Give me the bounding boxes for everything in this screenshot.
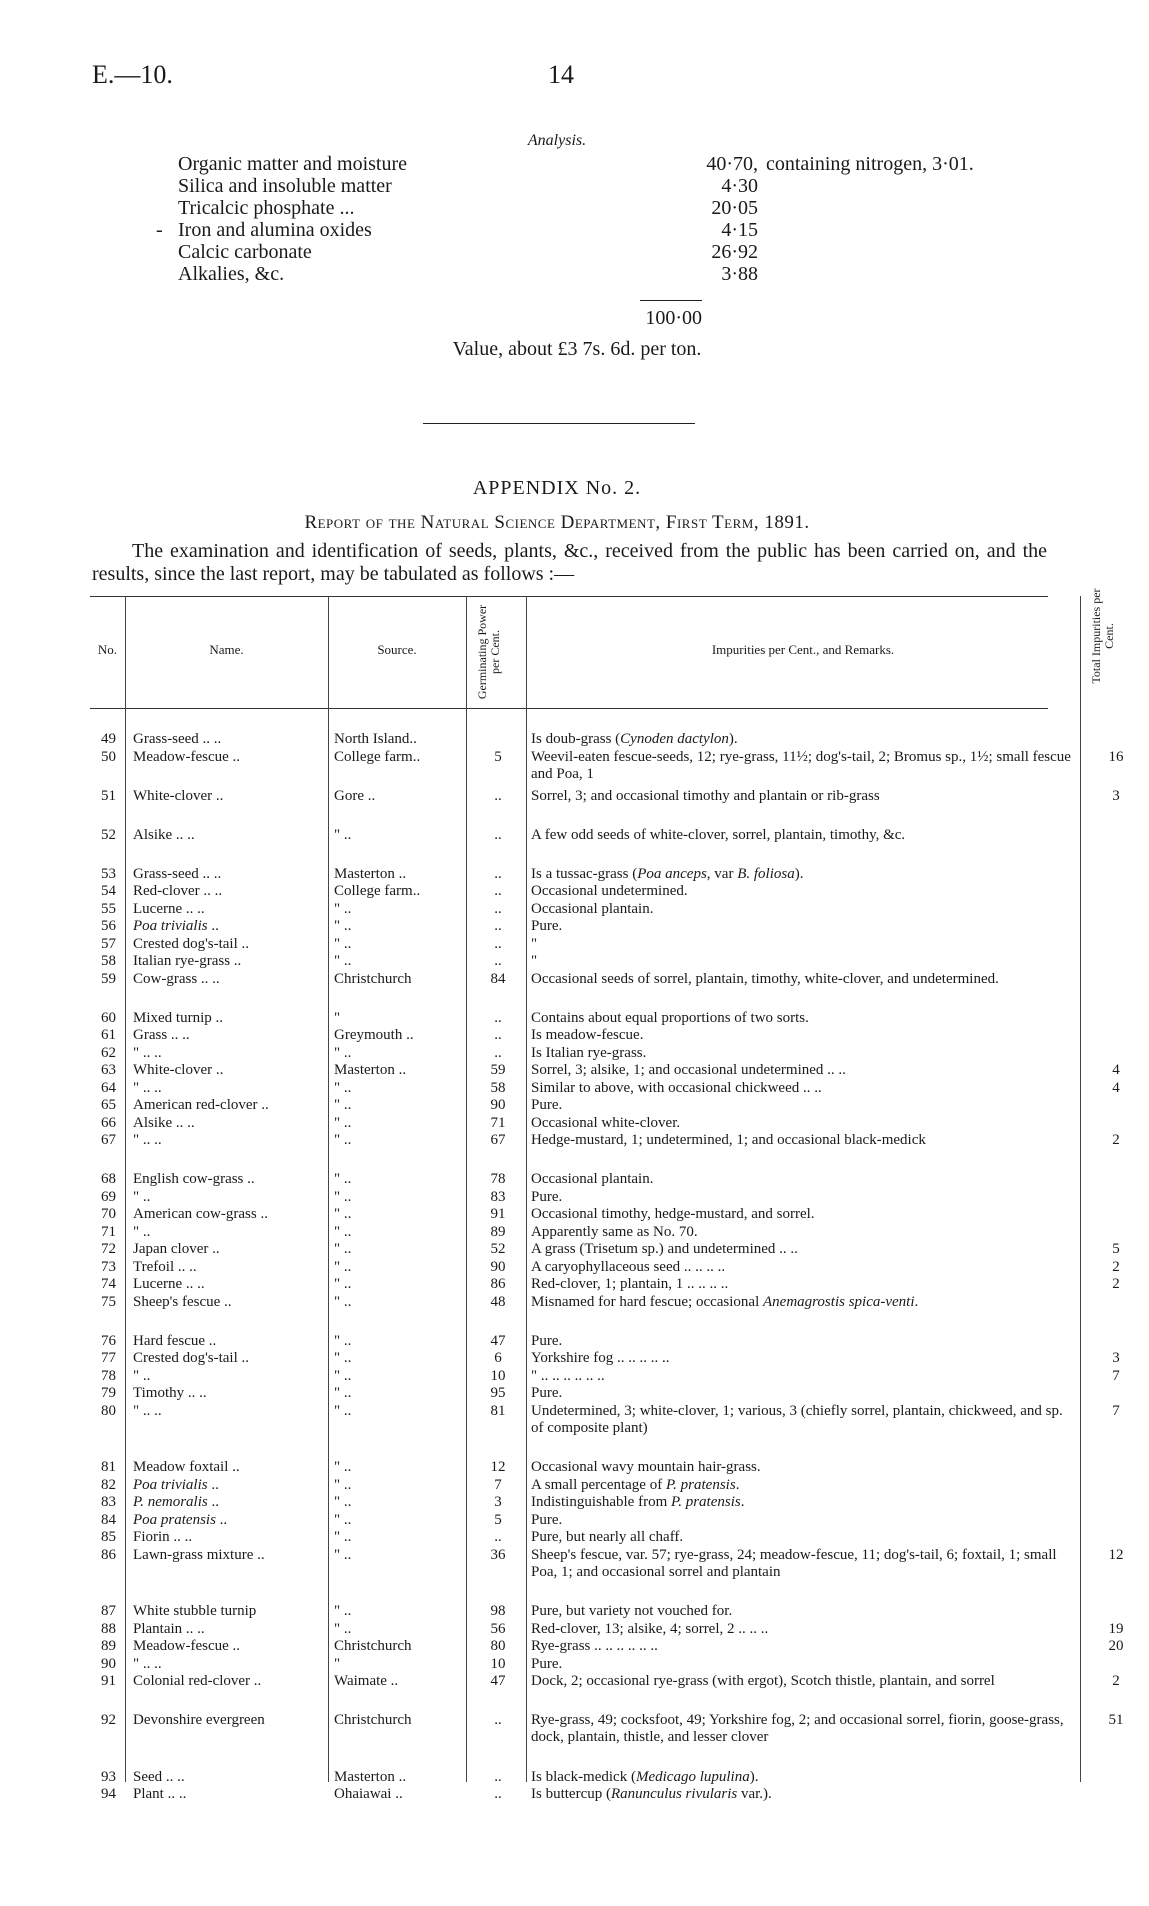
- row-number: 53: [101, 865, 116, 882]
- row-number: 92: [101, 1712, 116, 1728]
- row-number: 94: [101, 1786, 116, 1802]
- row-germinating: 5: [494, 748, 502, 765]
- row-source: " ..: [334, 1044, 352, 1061]
- row-germinating: ..: [494, 1768, 502, 1785]
- row-germinating: ..: [494, 1009, 502, 1026]
- row-impurities: Misnamed for hard fescue; occasional Anemagrostis spica-venti.: [531, 1293, 919, 1310]
- analysis-value: 4·30: [721, 175, 758, 197]
- row-source: " ..: [334, 1494, 352, 1510]
- row-source: " ..: [334, 1132, 352, 1148]
- header-no: No.: [97, 642, 118, 657]
- row-source: " ..: [334, 1603, 352, 1619]
- header-name: Name.: [209, 642, 244, 657]
- row-germinating: 90: [490, 1258, 506, 1275]
- row-name: English cow-grass ..: [133, 1171, 255, 1187]
- row-impurities: Similar to above, with occasional chickweed .. ..: [531, 1079, 822, 1096]
- row-number: 91: [101, 1673, 116, 1689]
- row-impurities: Is meadow-fescue.: [531, 1027, 644, 1043]
- row-impurities: Rye-grass .. .. .. .. .. ..: [531, 1638, 658, 1654]
- row-germinating: ..: [494, 883, 502, 899]
- row-total: 4: [1112, 1079, 1120, 1096]
- row-total: 4: [1112, 1062, 1120, 1078]
- row-name: " .. ..: [133, 1079, 162, 1096]
- row-impurities: Weevil-eaten fescue-seeds, 12; rye-grass, 11½; dog's-tail, 2; Bromus sp., 1½; small fescue and Poa, 1: [531, 748, 1071, 782]
- row-number: 51: [101, 787, 116, 804]
- row-name: Japan clover ..: [133, 1241, 220, 1257]
- row-number: 60: [101, 1009, 116, 1026]
- col-divider: [466, 596, 467, 1782]
- row-impurities: ": [531, 935, 538, 952]
- row-germinating: 48: [490, 1293, 506, 1310]
- row-number: 67: [101, 1132, 116, 1148]
- row-germinating: 47: [490, 1332, 506, 1349]
- analysis-name: Alkalies, &c.: [178, 263, 285, 285]
- row-impurities: Pure.: [531, 1097, 563, 1113]
- row-germinating: 12: [490, 1459, 506, 1475]
- row-impurities: Sorrel, 3; alsike, 1; and occasional undetermined .. ..: [531, 1062, 846, 1078]
- row-number: 88: [101, 1620, 116, 1637]
- row-source: Masterton ..: [334, 865, 407, 882]
- analysis-name: Iron and alumina oxides: [178, 219, 372, 241]
- table-top-rule: [90, 596, 1048, 597]
- row-number: 49: [101, 731, 116, 747]
- row-number: 58: [101, 953, 116, 969]
- row-name: White stubble turnip: [133, 1603, 257, 1619]
- row-source: " ..: [334, 1241, 352, 1257]
- row-impurities: Is buttercup (Ranunculus rivularis var.).: [531, 1786, 772, 1802]
- col-divider: [1080, 596, 1081, 1782]
- row-impurities: Rye-grass, 49; cocksfoot, 49; Yorkshire fog, 2; and occasional sorrel, fiorin, goose-grass, dock, plantain, thistle, and lesser clover: [531, 1712, 1064, 1745]
- row-name: Lucerne .. ..: [133, 900, 205, 917]
- row-source: " ..: [334, 1385, 352, 1401]
- row-number: 83: [101, 1494, 116, 1510]
- row-name: Timothy .. ..: [133, 1385, 207, 1401]
- row-source: " ..: [334, 1206, 352, 1222]
- row-source: " ..: [334, 826, 352, 843]
- appendix-intro: The examination and identification of seeds, plants, &c., received from the public has been carried on, and the results, since the last report, may be tabulated as follows :—: [92, 540, 1047, 585]
- row-name: Italian rye-grass ..: [133, 953, 242, 969]
- row-number: 89: [101, 1638, 116, 1654]
- row-source: " ..: [334, 953, 352, 969]
- analysis-name: Silica and insoluble matter: [178, 175, 392, 197]
- row-number: 52: [101, 826, 116, 843]
- row-impurities: Yorkshire fog .. .. .. .. ..: [531, 1350, 670, 1366]
- row-number: 74: [101, 1276, 116, 1292]
- row-germinating: 81: [490, 1402, 506, 1419]
- row-number: 73: [101, 1258, 116, 1275]
- row-source: " ..: [334, 1276, 352, 1292]
- row-impurities: ": [531, 953, 538, 969]
- row-number: 56: [101, 918, 116, 934]
- row-number: 62: [101, 1044, 116, 1061]
- row-number: 76: [101, 1332, 116, 1349]
- row-name: Seed .. ..: [133, 1768, 185, 1785]
- row-total: 19: [1108, 1620, 1124, 1637]
- row-impurities: " .. .. .. .. .. ..: [531, 1367, 605, 1384]
- header-germinating: Germinating Power per Cent.: [475, 604, 502, 700]
- row-impurities: Is doub-grass (Cynoden dactylon).: [531, 731, 738, 747]
- row-germinating: 36: [490, 1546, 506, 1563]
- row-germinating: ..: [494, 826, 502, 843]
- analysis-name: Organic matter and moisture: [178, 153, 408, 175]
- row-source: " ..: [334, 1188, 352, 1205]
- row-germinating: ..: [494, 1712, 502, 1728]
- row-germinating: ..: [494, 1044, 502, 1061]
- row-name: Grass-seed .. ..: [133, 731, 222, 747]
- row-source: Christchurch: [334, 970, 412, 987]
- row-name: " .. ..: [133, 1132, 162, 1148]
- row-source: " ..: [334, 1223, 352, 1240]
- row-name: Crested dog's-tail ..: [133, 1350, 250, 1366]
- total-rule: [640, 300, 702, 301]
- row-source: Masterton ..: [334, 1062, 407, 1078]
- row-impurities: Contains about equal proportions of two sorts.: [531, 1009, 809, 1026]
- row-germinating: ..: [494, 865, 502, 882]
- row-source: Waimate ..: [334, 1673, 399, 1689]
- row-number: 71: [101, 1223, 116, 1240]
- row-number: 66: [101, 1114, 116, 1131]
- row-source: ": [334, 1009, 341, 1026]
- row-number: 84: [101, 1511, 116, 1528]
- row-impurities: Undetermined, 3; white-clover, 1; various, 3 (chiefly sorrel, plantain, chickweed, and sp. of composite plant): [531, 1402, 1063, 1436]
- row-total: 12: [1108, 1546, 1124, 1563]
- row-number: 64: [101, 1079, 116, 1096]
- row-impurities: A few odd seeds of white-clover, sorrel, plantain, timothy, &c.: [531, 826, 906, 843]
- row-source: " ..: [334, 1079, 352, 1096]
- row-number: 90: [101, 1655, 116, 1672]
- row-name: Sheep's fescue ..: [133, 1293, 232, 1310]
- header-source: Source.: [377, 642, 417, 657]
- row-germinating: 89: [490, 1223, 506, 1240]
- row-number: 63: [101, 1062, 116, 1078]
- row-impurities: Dock, 2; occasional rye-grass (with ergot), Scotch thistle, plantain, and sorrel: [531, 1673, 995, 1689]
- page-series: E.—10.: [92, 60, 173, 89]
- row-number: 80: [101, 1402, 116, 1419]
- row-source: " ..: [334, 900, 352, 917]
- row-impurities: Red-clover, 1; plantain, 1 .. .. .. ..: [531, 1276, 729, 1292]
- row-impurities: Apparently same as No. 70.: [531, 1223, 698, 1240]
- row-name: Lucerne .. ..: [133, 1276, 205, 1292]
- row-total: 5: [1112, 1241, 1120, 1257]
- row-name: Meadow foxtail ..: [133, 1459, 240, 1475]
- col-divider: [328, 596, 329, 1782]
- row-germinating: 52: [490, 1241, 506, 1257]
- row-total: 2: [1112, 1132, 1120, 1148]
- row-number: 59: [101, 970, 116, 987]
- row-impurities: Pure.: [531, 1332, 563, 1349]
- row-source: Greymouth ..: [334, 1027, 414, 1043]
- row-impurities: Pure, but variety not vouched for.: [531, 1603, 733, 1619]
- analysis-note: containing nitrogen, 3·01.: [766, 153, 974, 175]
- row-name: Grass-seed .. ..: [133, 865, 222, 882]
- row-source: " ..: [334, 1258, 352, 1275]
- row-name: " .. ..: [133, 1402, 162, 1419]
- row-germinating: ..: [494, 935, 502, 952]
- row-impurities: Pure.: [531, 918, 563, 934]
- row-name: Alsike .. ..: [133, 826, 195, 843]
- row-name: White-clover ..: [133, 1062, 224, 1078]
- row-impurities: Sheep's fescue, var. 57; rye-grass, 24; meadow-fescue, 11; dog's-tail, 6; foxtail, 1; small Poa, 1; and occasional sorrel and plantain: [531, 1546, 1057, 1580]
- row-germinating: ..: [494, 787, 502, 804]
- row-germinating: 84: [490, 970, 506, 987]
- row-total: 2: [1112, 1276, 1120, 1292]
- row-source: " ..: [334, 1476, 352, 1493]
- row-germinating: 78: [490, 1171, 506, 1187]
- row-source: College farm..: [334, 883, 421, 899]
- row-name: Lawn-grass mixture ..: [133, 1546, 265, 1563]
- row-impurities: Occasional wavy mountain hair-grass.: [531, 1459, 761, 1475]
- row-impurities: Pure.: [531, 1655, 563, 1672]
- row-impurities: Occasional white-clover.: [531, 1114, 681, 1131]
- row-name: Fiorin .. ..: [133, 1529, 193, 1545]
- section-divider: [423, 423, 695, 424]
- row-total: 20: [1108, 1638, 1124, 1654]
- row-number: 55: [101, 900, 116, 917]
- row-number: 54: [101, 883, 116, 899]
- row-name: Trefoil .. ..: [133, 1258, 197, 1275]
- analysis-value: 4·15: [721, 219, 758, 241]
- row-number: 50: [101, 748, 116, 765]
- row-germinating: 86: [490, 1276, 506, 1292]
- row-germinating: 6: [494, 1350, 502, 1366]
- row-name: Alsike .. ..: [133, 1114, 195, 1131]
- row-name: Red-clover .. ..: [133, 883, 223, 899]
- row-name: P. nemoralis ..: [133, 1494, 219, 1510]
- row-number: 78: [101, 1367, 116, 1384]
- row-name: " ..: [133, 1188, 151, 1205]
- row-source: " ..: [334, 1546, 352, 1563]
- row-source: " ..: [334, 1459, 352, 1475]
- row-germinating: ..: [494, 1529, 502, 1545]
- row-germinating: 10: [490, 1367, 506, 1384]
- row-germinating: 90: [490, 1097, 506, 1113]
- row-impurities: Indistinguishable from P. pratensis.: [531, 1494, 745, 1510]
- row-source: " ..: [334, 1402, 352, 1419]
- page-number: 14: [548, 60, 574, 89]
- row-name: Meadow-fescue ..: [133, 1638, 241, 1654]
- row-impurities: Occasional seeds of sorrel, plantain, timothy, white-clover, and undetermined.: [531, 970, 999, 987]
- analysis-value: 20·05: [711, 197, 758, 219]
- row-total: 3: [1112, 1350, 1120, 1366]
- row-source: " ..: [334, 1097, 352, 1113]
- row-number: 72: [101, 1241, 116, 1257]
- row-name: " ..: [133, 1223, 151, 1240]
- row-source: ": [334, 1655, 341, 1672]
- row-number: 85: [101, 1529, 116, 1545]
- row-number: 69: [101, 1188, 116, 1205]
- row-impurities: Occasional plantain.: [531, 1171, 654, 1187]
- row-germinating: ..: [494, 953, 502, 969]
- row-name: " ..: [133, 1367, 151, 1384]
- analysis-total: 100·00: [645, 307, 702, 329]
- row-name: Crested dog's-tail ..: [133, 935, 250, 952]
- row-name: Poa trivialis ..: [133, 918, 219, 934]
- row-impurities: Is Italian rye-grass.: [531, 1044, 647, 1061]
- row-impurities: Occasional timothy, hedge-mustard, and sorrel.: [531, 1206, 815, 1222]
- row-name: Meadow-fescue ..: [133, 748, 241, 765]
- row-number: 93: [101, 1768, 116, 1785]
- row-source: North Island..: [334, 731, 417, 747]
- row-germinating: ..: [494, 900, 502, 917]
- row-impurities: Occasional undetermined.: [531, 883, 688, 899]
- row-germinating: 56: [490, 1620, 506, 1637]
- row-impurities: Red-clover, 13; alsike, 4; sorrel, 2 .. .. ..: [531, 1620, 769, 1637]
- analysis-caption: Analysis.: [527, 132, 587, 149]
- row-number: 70: [101, 1206, 116, 1222]
- row-name: Plantain .. ..: [133, 1620, 205, 1637]
- row-impurities: Sorrel, 3; and occasional timothy and plantain or rib-grass: [531, 787, 880, 804]
- row-number: 87: [101, 1603, 116, 1619]
- analysis-value: 3·88: [721, 263, 758, 285]
- row-source: " ..: [334, 1620, 352, 1637]
- row-source: " ..: [334, 918, 352, 934]
- row-name: " .. ..: [133, 1044, 162, 1061]
- row-source: College farm..: [334, 748, 421, 765]
- row-impurities: Occasional plantain.: [531, 900, 654, 917]
- row-source: " ..: [334, 935, 352, 952]
- row-impurities: Is a tussac-grass (Poa anceps, var B. foliosa).: [531, 865, 804, 882]
- row-germinating: 10: [490, 1655, 506, 1672]
- row-impurities: Pure, but nearly all chaff.: [531, 1529, 684, 1545]
- row-source: " ..: [334, 1367, 352, 1384]
- row-source: " ..: [334, 1114, 352, 1131]
- row-impurities: Hedge-mustard, 1; undetermined, 1; and occasional black-medick: [531, 1132, 926, 1148]
- row-name: " .. ..: [133, 1655, 162, 1672]
- row-total: 7: [1112, 1402, 1120, 1419]
- row-number: 68: [101, 1171, 116, 1187]
- row-germinating: ..: [494, 1786, 502, 1802]
- row-number: 79: [101, 1385, 116, 1401]
- row-germinating: 67: [490, 1132, 506, 1148]
- row-germinating: ..: [494, 918, 502, 934]
- row-name: Poa trivialis ..: [133, 1476, 219, 1493]
- row-source: " ..: [334, 1511, 352, 1528]
- row-germinating: 59: [490, 1062, 506, 1078]
- row-number: 75: [101, 1293, 116, 1310]
- seeds-table: [90, 588, 1124, 1802]
- row-source: Masterton ..: [334, 1768, 407, 1785]
- row-germinating: 47: [490, 1673, 506, 1689]
- row-germinating: 71: [490, 1114, 506, 1131]
- row-name: Cow-grass .. ..: [133, 970, 220, 987]
- row-total: 3: [1112, 787, 1120, 804]
- row-source: Christchurch: [334, 1712, 412, 1728]
- row-source: Christchurch: [334, 1638, 412, 1654]
- row-germinating: 3: [494, 1494, 502, 1510]
- header-total-impurities: Total Impurities per Cent.: [1089, 588, 1116, 684]
- row-impurities: Pure.: [531, 1511, 563, 1528]
- row-name: Poa pratensis ..: [133, 1511, 228, 1528]
- row-total: 7: [1112, 1367, 1120, 1384]
- analysis-name: Tricalcic phosphate ...: [178, 197, 355, 219]
- row-total: 51: [1108, 1712, 1124, 1728]
- row-name: Hard fescue ..: [133, 1332, 217, 1349]
- row-total: 2: [1112, 1258, 1120, 1275]
- row-source: " ..: [334, 1293, 352, 1310]
- row-impurities: A caryophyllaceous seed .. .. .. ..: [531, 1258, 726, 1275]
- row-germinating: 7: [494, 1476, 502, 1493]
- row-total: 16: [1108, 748, 1124, 765]
- row-impurities: Pure.: [531, 1188, 563, 1205]
- row-germinating: 91: [490, 1206, 506, 1222]
- row-germinating: 98: [490, 1603, 506, 1619]
- row-germinating: 5: [494, 1511, 502, 1528]
- row-name: Grass .. ..: [133, 1027, 190, 1043]
- row-number: 77: [101, 1350, 116, 1366]
- appendix-title: APPENDIX No. 2.: [472, 477, 642, 499]
- margin-mark: -: [156, 219, 163, 241]
- analysis-value: 40·70,: [706, 153, 758, 175]
- row-number: 57: [101, 935, 116, 952]
- row-number: 61: [101, 1027, 116, 1043]
- table-header-rule: [90, 708, 1048, 709]
- row-number: 81: [101, 1459, 116, 1475]
- row-source: Gore ..: [334, 787, 376, 804]
- row-name: Mixed turnip ..: [133, 1009, 223, 1026]
- appendix-subtitle: Report of the Natural Science Department, First Term, 1891.: [304, 512, 810, 533]
- row-source: Ohaiawai ..: [334, 1786, 403, 1802]
- row-number: 82: [101, 1476, 116, 1493]
- analysis-value: 26·92: [711, 241, 758, 263]
- row-total: 2: [1112, 1673, 1120, 1689]
- row-source: " ..: [334, 1529, 352, 1545]
- row-name: Devonshire evergreen: [133, 1712, 265, 1728]
- row-source: " ..: [334, 1350, 352, 1366]
- analysis-value: Value, about £3 7s. 6d. per ton.: [452, 338, 702, 360]
- row-impurities: A grass (Trisetum sp.) and undetermined .. ..: [531, 1241, 798, 1257]
- analysis-name: Calcic carbonate: [178, 241, 312, 263]
- row-number: 65: [101, 1097, 116, 1113]
- row-name: Plant .. ..: [133, 1786, 187, 1802]
- header-impurities: Impurities per Cent., and Remarks.: [711, 642, 895, 657]
- row-name: White-clover ..: [133, 787, 224, 804]
- col-divider: [526, 596, 527, 1782]
- row-germinating: 95: [490, 1385, 506, 1401]
- row-germinating: ..: [494, 1027, 502, 1043]
- row-source: " ..: [334, 1171, 352, 1187]
- row-name: American cow-grass ..: [133, 1206, 268, 1222]
- row-germinating: 80: [490, 1638, 506, 1654]
- row-germinating: 83: [490, 1188, 506, 1205]
- row-impurities: A small percentage of P. pratensis.: [531, 1476, 740, 1493]
- row-germinating: 58: [490, 1079, 506, 1096]
- row-name: Colonial red-clover ..: [133, 1673, 262, 1689]
- row-impurities: Pure.: [531, 1385, 563, 1401]
- col-divider: [125, 596, 126, 1782]
- row-impurities: Is black-medick (Medicago lupulina).: [531, 1768, 759, 1785]
- row-source: " ..: [334, 1332, 352, 1349]
- row-name: American red-clover ..: [133, 1097, 269, 1113]
- row-number: 86: [101, 1546, 116, 1563]
